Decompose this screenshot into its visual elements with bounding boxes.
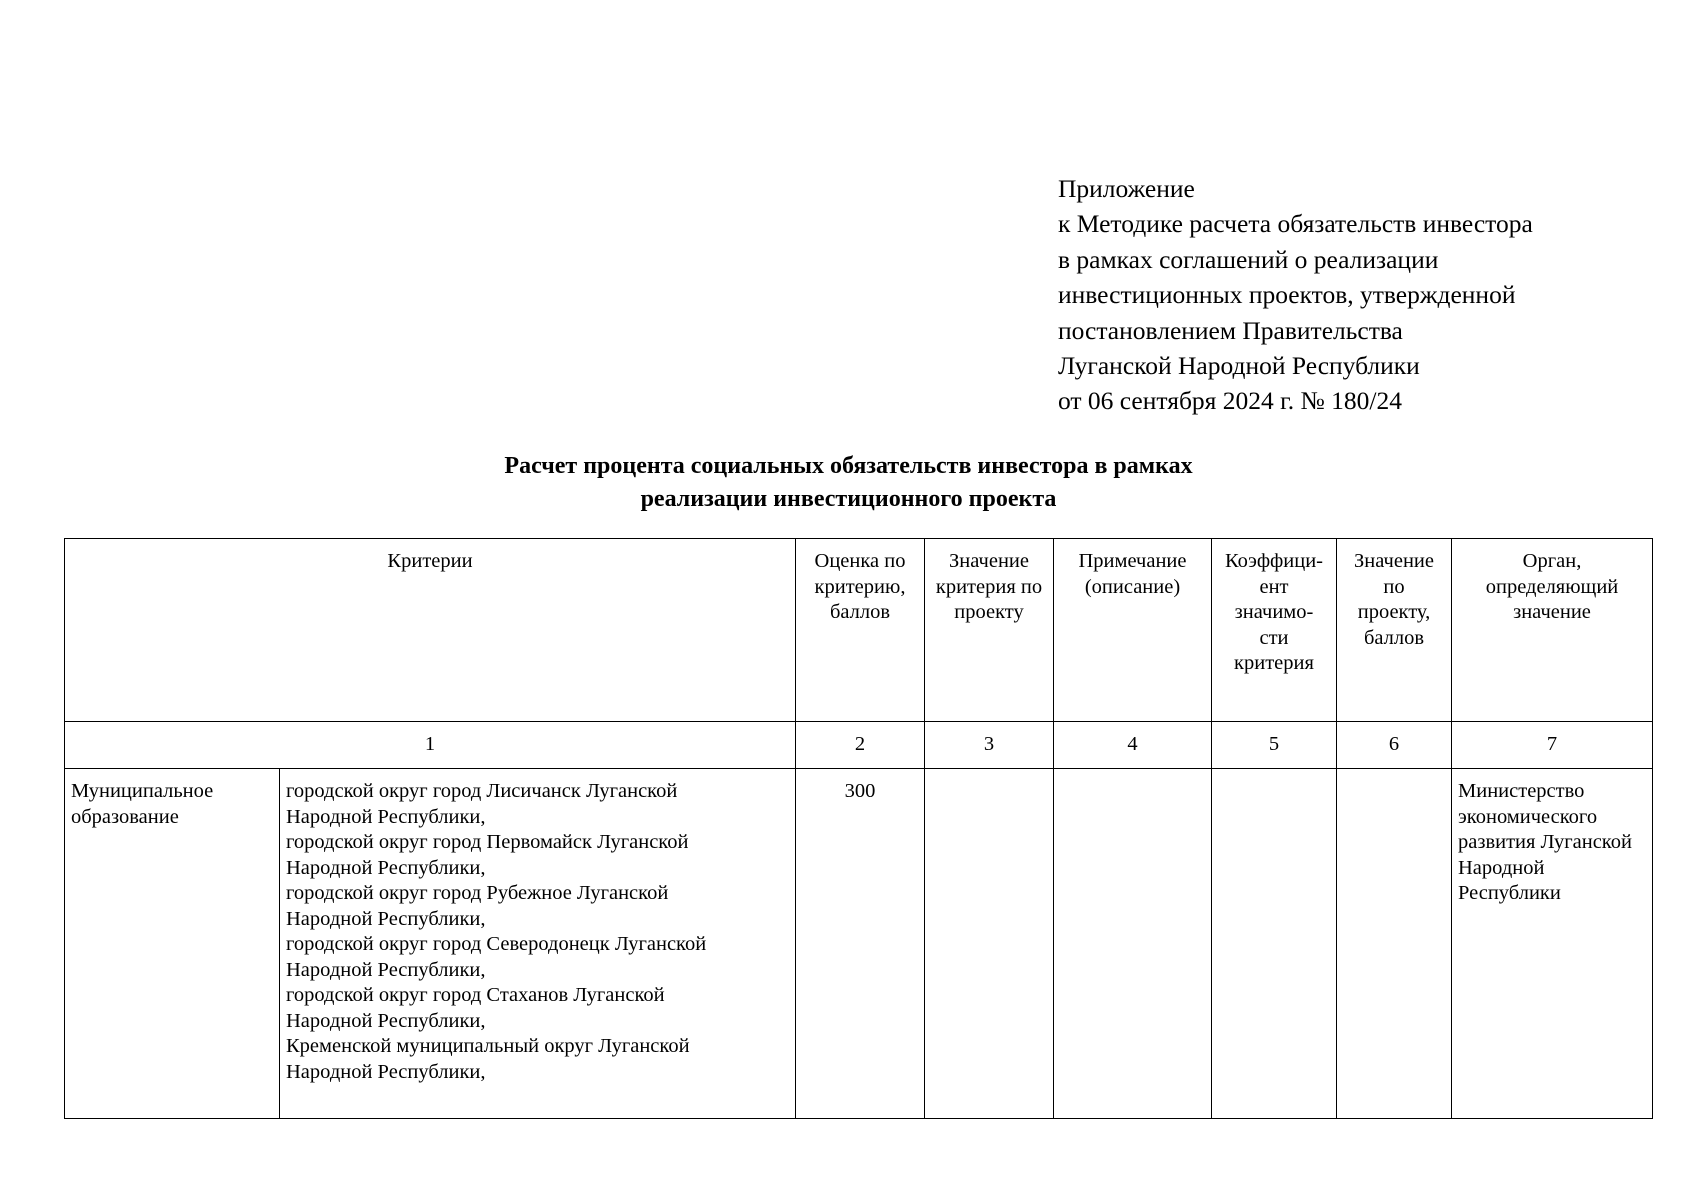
appendix-line: постановлением Правительства <box>1058 315 1403 345</box>
authority-cell: Министерство экономического развития Луганской Народной Республики <box>1452 769 1653 1119</box>
municipality-line: городской округ город Рубежное Луганской <box>286 882 669 904</box>
appendix-line: Луганской Народной Республики <box>1058 351 1420 381</box>
column-number: 5 <box>1212 722 1337 769</box>
municipality-line: Народной Республики, <box>286 805 486 828</box>
header-authority: Орган, определяющий значение <box>1452 539 1653 722</box>
value-cell <box>925 769 1054 1119</box>
column-number: 3 <box>925 722 1054 769</box>
header-criteria: Критерии <box>65 539 796 722</box>
column-number: 4 <box>1054 722 1212 769</box>
header-coefficient: Коэффици- ент значимо- сти критерия <box>1212 539 1337 722</box>
column-number-row <box>65 722 1653 769</box>
municipality-line: Народной Республики, <box>286 856 486 879</box>
criterion-cell: Муниципальное образование <box>65 769 280 1119</box>
column-number: 1 <box>65 722 796 769</box>
appendix-line: Приложение <box>1058 174 1195 203</box>
header-note: Примечание (описание) <box>1054 539 1212 722</box>
appendix-line: к Методике расчета обязательств инвестора <box>1058 209 1533 239</box>
header-score: Оценка по критерию, баллов <box>796 539 925 722</box>
municipality-line: Народной Республики, <box>286 907 486 930</box>
municipality-line: Народной Республики, <box>286 1060 486 1083</box>
municipality-line: Народной Республики, <box>286 1009 486 1032</box>
document-title <box>0 450 1697 516</box>
municipality-line: Кременской муниципальный округ Луганской <box>286 1035 690 1057</box>
appendix-line: от 06 сентября 2024 г. № 180/24 <box>1058 386 1403 416</box>
score-cell: 300 <box>796 769 925 1119</box>
title-line-1: Расчет процента социальных обязательств инвестора в рамках <box>504 453 1193 479</box>
municipality-line: городской округ город Стаханов Луганской <box>286 984 665 1006</box>
title-line-2: реализации инвестиционного проекта <box>640 486 1057 512</box>
municipality-line: городской округ город Лисичанск Луганской <box>286 780 678 802</box>
column-number: 6 <box>1337 722 1452 769</box>
table-header-row <box>65 539 1653 722</box>
table-row <box>65 769 1653 1119</box>
appendix-line: инвестиционных проектов, утвержденной <box>1058 280 1516 310</box>
municipalities-cell <box>280 769 796 1119</box>
appendix-line: в рамках соглашений о реализации <box>1058 244 1439 274</box>
header-project-score: Значение по проекту, баллов <box>1337 539 1452 722</box>
coefficient-cell <box>1212 769 1337 1119</box>
appendix-block <box>1058 171 1533 419</box>
municipality-line: городской округ город Первомайск Луганской <box>286 831 689 853</box>
municipality-line: Народной Республики, <box>286 958 486 981</box>
municipality-line: городской округ город Северодонецк Луганской <box>286 933 707 955</box>
header-value: Значение критерия по проекту <box>925 539 1054 722</box>
column-number: 2 <box>796 722 925 769</box>
criteria-table <box>64 538 1653 1119</box>
note-cell <box>1054 769 1212 1119</box>
column-number: 7 <box>1452 722 1653 769</box>
project-score-cell <box>1337 769 1452 1119</box>
